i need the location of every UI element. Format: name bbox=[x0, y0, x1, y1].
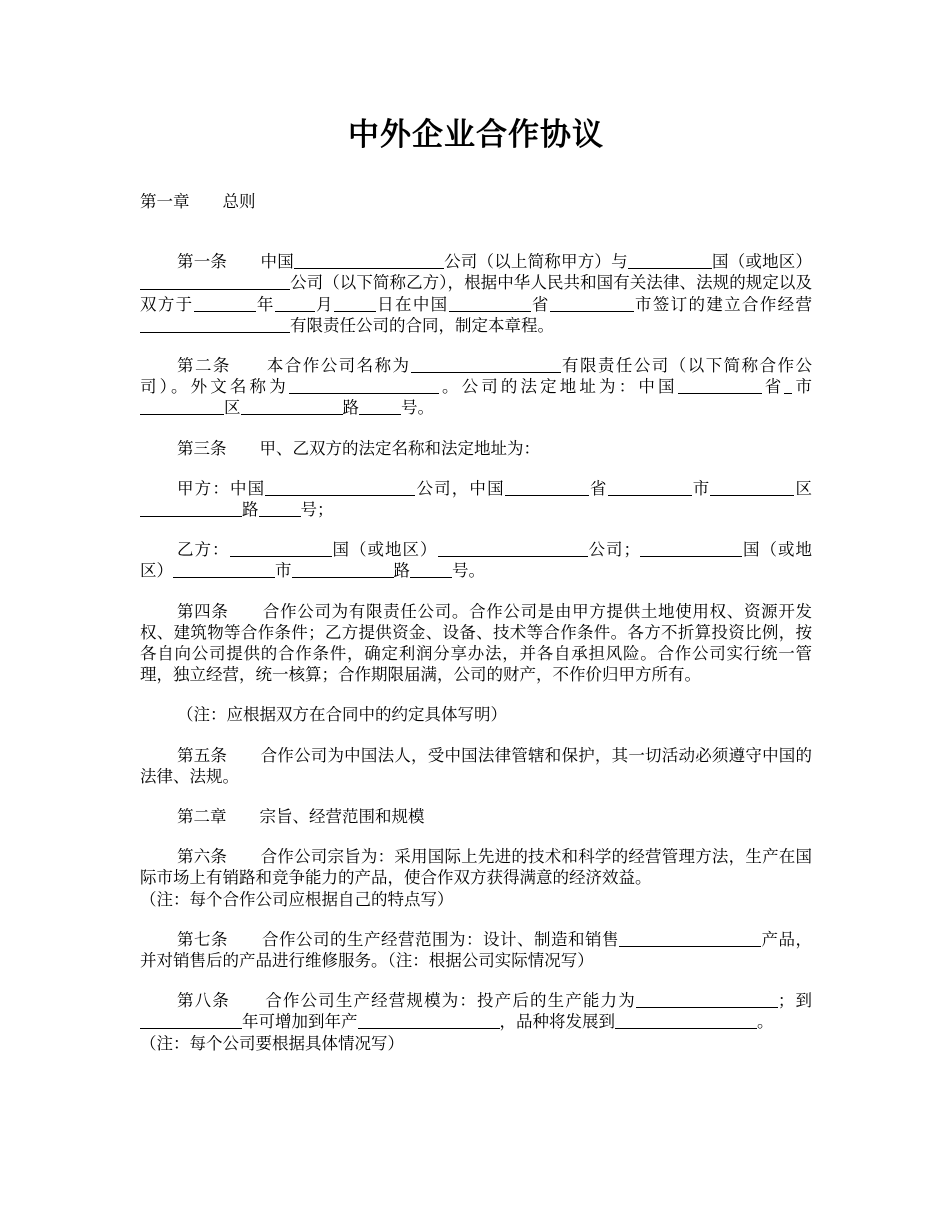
blank-field[interactable] bbox=[636, 991, 778, 1008]
blank-field[interactable] bbox=[358, 1012, 500, 1029]
blank-field[interactable] bbox=[608, 479, 692, 496]
article-6 bbox=[140, 846, 812, 910]
blank-field[interactable] bbox=[449, 295, 531, 312]
document-title: 中外企业合作协议 bbox=[348, 117, 604, 153]
blank-field[interactable] bbox=[289, 377, 439, 394]
blank-field[interactable] bbox=[410, 561, 452, 578]
blank-field[interactable] bbox=[438, 540, 588, 557]
blank-field[interactable] bbox=[140, 500, 242, 517]
blank-field[interactable] bbox=[678, 377, 762, 394]
article-6-body: 第六条 合作公司宗旨为：采用国际上先进的技术和科学的经营管理方法，生产在国际市场上有销路和竞争能力的产品，使合作双方获得满意的经济效益。 bbox=[140, 847, 812, 888]
article-5: 第五条 合作公司为中国法人，受中国法律管辖和保护，其一切活动必须遵守中国的法律、法规。 bbox=[140, 745, 812, 786]
blank-field[interactable] bbox=[640, 540, 742, 557]
blank-field[interactable] bbox=[292, 561, 394, 578]
chapter-1-heading: 第一章 总则 bbox=[140, 192, 256, 211]
party-b-address: 乙方： 国（或地区） 公司； 国（或地区） 市 路 号。 bbox=[140, 540, 812, 581]
blank-field[interactable] bbox=[411, 356, 561, 373]
chapter-2-heading: 第二章 宗旨、经营范围和规模 bbox=[177, 807, 425, 827]
article-4: 第四条 合作公司为有限责任公司。合作公司是由甲方提供土地使用权、资源开发权、建筑物等合作条件；乙方提供资金、设备、技术等合作条件。各方不折算投资比例，按各自向公司提供的合作条件，确定利润分享办法，并各自承担风险。合作公司实行统一管理，独立经营，统一核算；合作期限届满，公司的财产，不作价归甲方所有。 bbox=[140, 601, 812, 685]
blank-field[interactable] bbox=[359, 398, 401, 415]
blank-field[interactable] bbox=[173, 561, 275, 578]
blank-field[interactable] bbox=[550, 295, 634, 312]
party-a-address: 甲方：中国 公司，中国 省 市 区路 号； bbox=[140, 478, 812, 520]
blank-field[interactable] bbox=[140, 273, 290, 290]
blank-field[interactable] bbox=[140, 316, 290, 333]
blank-field[interactable] bbox=[275, 295, 315, 312]
article-6-note: （注：每个合作公司应根据自己的特点写） bbox=[140, 889, 454, 909]
blank-field[interactable] bbox=[710, 479, 794, 496]
blank-field[interactable] bbox=[140, 1012, 242, 1029]
blank-field[interactable] bbox=[230, 540, 332, 557]
article-7: 第七条 合作公司的生产经营范围为：设计、制造和销售 产品，并对销售后的产品进行维修服务。（注：根据公司实际情况写） bbox=[140, 929, 812, 971]
document-page bbox=[140, 0, 812, 1054]
blank-field[interactable] bbox=[294, 252, 444, 269]
article-8 bbox=[140, 990, 812, 1054]
note-1: （注：应根据双方在合同中的约定具体写明） bbox=[177, 705, 507, 725]
article-8-body: 第八条 合作公司生产经营规模为：投产后的生产能力为 ；到年可增加到年产 ，品种将发展到 。 bbox=[140, 990, 812, 1032]
blank-field[interactable] bbox=[615, 1012, 757, 1029]
blank-field[interactable] bbox=[334, 295, 376, 312]
blank-field[interactable] bbox=[241, 398, 343, 415]
blank-field[interactable] bbox=[628, 252, 712, 269]
blank-field[interactable] bbox=[259, 500, 301, 517]
article-2: 第二条 本合作公司名称为 有限责任公司（以下简称合作公司）。外文名称为 。公司的法定地址为：中国 省 市区 路 号。 bbox=[140, 356, 813, 418]
blank-field[interactable] bbox=[619, 930, 761, 947]
blank-field[interactable] bbox=[265, 479, 415, 496]
blank-field[interactable] bbox=[194, 295, 256, 312]
article-8-note: （注：每个公司要根据具体情况写） bbox=[140, 1033, 404, 1053]
article-3: 第三条 甲、乙双方的法定名称和法定地址为： bbox=[177, 438, 540, 458]
blank-field[interactable] bbox=[140, 398, 224, 415]
blank-field[interactable] bbox=[505, 479, 589, 496]
article-1: 第一条 中国 公司（以上简称甲方）与 国（或地区）公司（以下简称乙方），根据中华人民共和国有关法律、法规的规定以及双方于 年 月 日在中国 省 市签订的建立合作经营有限责任公司的合同，制定本章程。 bbox=[140, 252, 813, 335]
